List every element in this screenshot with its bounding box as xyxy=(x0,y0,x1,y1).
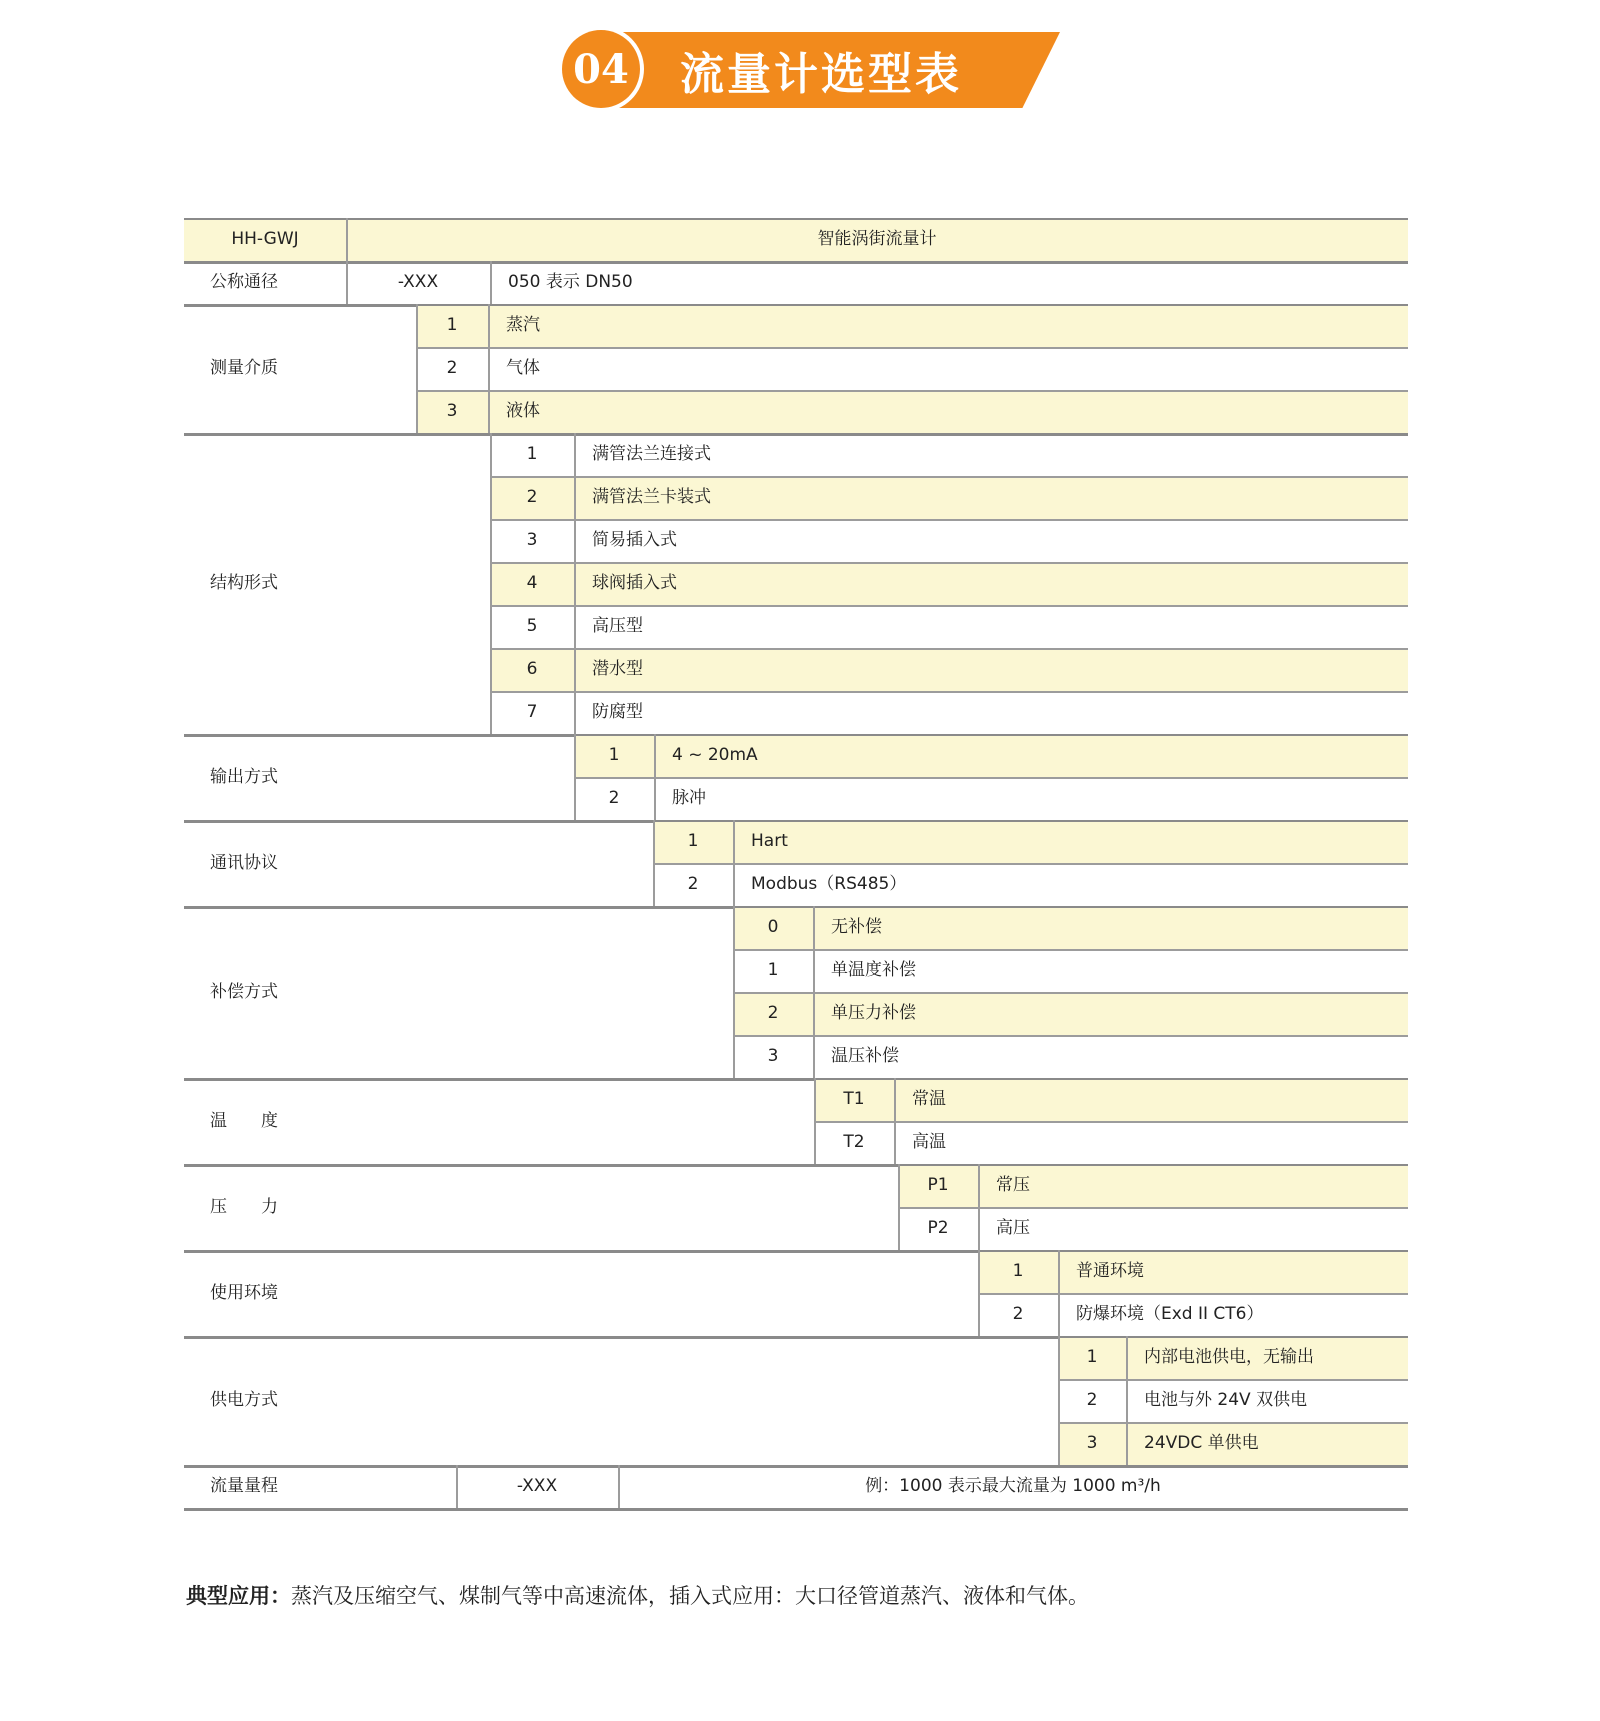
column-divider xyxy=(733,820,735,906)
option-code: 6 xyxy=(526,659,538,679)
column-divider xyxy=(814,1078,816,1164)
option-text: 潜水型 xyxy=(592,659,643,679)
option-code: T1 xyxy=(843,1089,865,1109)
section-label: 通讯协议 xyxy=(210,852,278,873)
option-code: 2 xyxy=(767,1003,779,1023)
option-code: 1 xyxy=(1086,1347,1098,1367)
range-code: -XXX xyxy=(516,1476,558,1496)
option-code: 1 xyxy=(767,960,779,980)
section-label: 补偿方式 xyxy=(210,981,278,1002)
column-divider xyxy=(898,1164,900,1250)
option-code: P2 xyxy=(927,1218,949,1238)
section-label: 结构形式 xyxy=(210,573,278,593)
option-code: 2 xyxy=(608,788,620,808)
option-text: 内部电池供电，无输出 xyxy=(1144,1347,1314,1367)
row-divider xyxy=(184,1508,1408,1511)
option-text: 普通环境 xyxy=(1076,1261,1144,1281)
diameter-desc: 050 表示 DN50 xyxy=(508,272,633,292)
column-divider xyxy=(416,304,418,433)
option-text: 4 ~ 20mA xyxy=(672,745,758,765)
column-divider xyxy=(654,734,656,820)
section-number-badge: 04 xyxy=(562,30,640,108)
option-text: 高压型 xyxy=(592,616,643,636)
note-text: 蒸汽及压缩空气、煤制气等中高速流体，插入式应用：大口径管道蒸汽、液体和气体。 xyxy=(291,1584,1089,1608)
column-divider xyxy=(490,433,492,734)
diameter-code: -XXX xyxy=(397,272,439,292)
option-code: 3 xyxy=(446,401,458,421)
option-text: 高温 xyxy=(912,1132,946,1152)
option-text: 常压 xyxy=(996,1175,1030,1195)
option-text: 常温 xyxy=(912,1089,946,1109)
option-code: 3 xyxy=(526,530,538,550)
option-code: 5 xyxy=(526,616,538,636)
column-divider xyxy=(653,820,655,906)
column-divider xyxy=(574,734,576,820)
column-divider xyxy=(574,433,576,734)
option-code: 1 xyxy=(446,315,458,335)
section-label: 使用环境 xyxy=(210,1282,278,1303)
option-text: 脉冲 xyxy=(672,788,706,808)
option-code: 3 xyxy=(767,1046,779,1066)
option-code: 0 xyxy=(767,917,779,937)
option-text: 液体 xyxy=(506,401,540,421)
option-code: 2 xyxy=(446,358,458,378)
option-text: 单温度补偿 xyxy=(831,960,916,980)
option-text: 电池与外 24V 双供电 xyxy=(1144,1390,1308,1410)
option-code: 2 xyxy=(1086,1390,1098,1410)
column-divider xyxy=(733,906,735,1078)
column-divider xyxy=(978,1164,980,1250)
option-text: 简易插入式 xyxy=(592,530,677,550)
option-text: 满管法兰卡装式 xyxy=(592,487,711,507)
option-code: 3 xyxy=(1086,1433,1098,1453)
option-code: 1 xyxy=(1012,1261,1024,1281)
option-text: 防爆环境（Exd II CT6） xyxy=(1076,1304,1264,1324)
column-divider xyxy=(894,1078,896,1164)
option-text: 蒸汽 xyxy=(506,315,540,335)
section-label: 输出方式 xyxy=(210,766,278,787)
option-text: 气体 xyxy=(506,358,540,378)
column-divider xyxy=(1058,1250,1060,1336)
option-text: 24VDC 单供电 xyxy=(1144,1433,1259,1453)
option-text: Hart xyxy=(751,831,788,851)
typical-application-note xyxy=(186,1580,1089,1610)
section-label: 测量介质 xyxy=(210,358,278,378)
option-code: 1 xyxy=(687,831,699,851)
option-text: 满管法兰连接式 xyxy=(592,444,711,464)
note-lead: 典型应用： xyxy=(186,1584,291,1608)
option-text: 球阀插入式 xyxy=(592,573,677,593)
option-text: 单压力补偿 xyxy=(831,1003,916,1023)
option-code: 2 xyxy=(687,874,699,894)
option-text: 温压补偿 xyxy=(831,1046,899,1066)
column-divider xyxy=(488,304,490,433)
option-code: 4 xyxy=(526,573,538,593)
product-name: 智能涡街流量计 xyxy=(817,229,937,249)
option-code: 2 xyxy=(1012,1304,1024,1324)
page-title: 流量计选型表 xyxy=(680,49,962,100)
option-code: 1 xyxy=(526,444,538,464)
option-code: 2 xyxy=(526,487,538,507)
column-divider xyxy=(813,906,815,1078)
option-code: 1 xyxy=(608,745,620,765)
option-code: P1 xyxy=(927,1175,949,1195)
section-label: 流量量程 xyxy=(210,1476,278,1496)
section-label: 温 度 xyxy=(210,1110,278,1131)
section-label: 压 力 xyxy=(210,1196,278,1217)
section-label: 公称通径 xyxy=(210,272,278,292)
option-text: Modbus（RS485） xyxy=(751,874,907,894)
column-divider xyxy=(1058,1336,1060,1465)
column-divider xyxy=(1126,1336,1128,1465)
column-divider xyxy=(978,1250,980,1336)
option-text: 高压 xyxy=(996,1218,1030,1238)
option-code: T2 xyxy=(843,1132,865,1152)
option-text: 无补偿 xyxy=(831,917,882,937)
range-desc: 例：1000 表示最大流量为 1000 m³/h xyxy=(865,1476,1161,1496)
model-code: HH-GWJ xyxy=(231,229,299,249)
option-text: 防腐型 xyxy=(592,702,643,722)
section-label: 供电方式 xyxy=(210,1390,278,1410)
option-code: 7 xyxy=(526,702,538,722)
